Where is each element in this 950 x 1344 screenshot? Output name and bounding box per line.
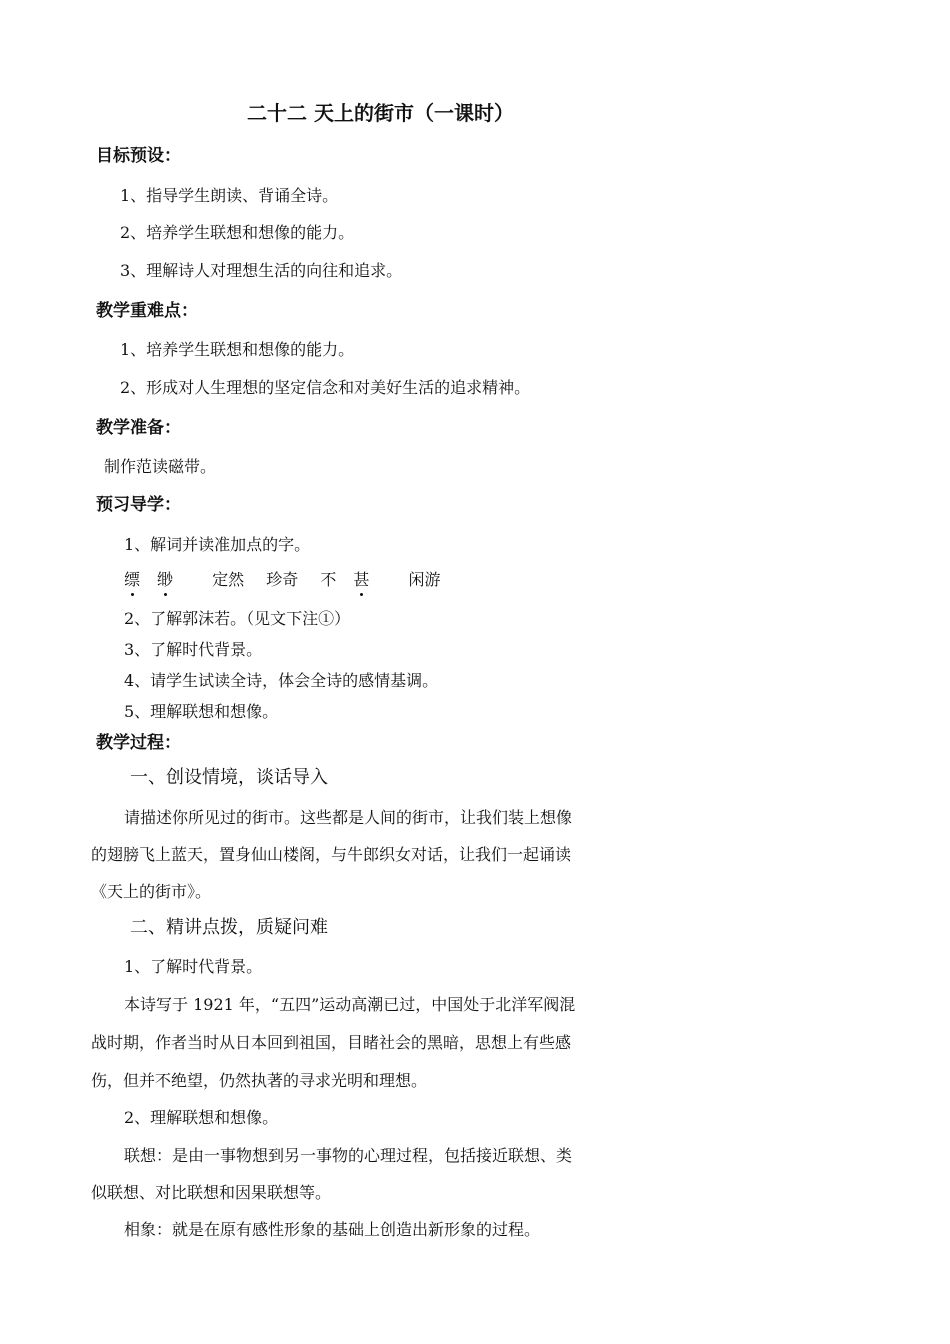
key-point-item: 2、形成对人生理想的坚定信念和对美好生活的追求精神。 [120,378,531,397]
vocab-list [124,570,457,590]
preview-item: 4、请学生试读全诗，体会全诗的感情基调。 [124,671,439,690]
preview-item: 1、解词并读准加点的字。 [124,535,311,554]
preparation-text: 制作范读磁带。 [104,457,217,476]
vocab-word [320,570,386,590]
vocab-word [124,570,190,590]
section-item: 1、了解时代背景。 [124,957,263,976]
dotted-char: 缈 [157,570,174,589]
goal-item: 3、理解诗人对理想生活的向往和追求。 [120,261,403,280]
preview-heading: 预习导学： [96,495,181,515]
paragraph-line: 联想：是由一事物想到另一事物的心理过程，包括接近联想、类 [124,1146,573,1165]
vocab-word: 珍奇 [266,570,299,589]
dotted-char: 缥 [124,570,141,589]
vocab-word: 定然 [212,570,245,589]
paragraph-line: 战时期，作者当时从日本回到祖国，目睹社会的黑暗，思想上有些感 [91,1033,572,1052]
vocab-word: 闲游 [408,570,441,589]
paragraph-line: 伤，但并不绝望，仍然执著的寻求光明和理想。 [91,1071,428,1090]
paragraph-line: 似联想、对比联想和因果联想等。 [91,1183,332,1202]
goal-item: 1、指导学生朗读、背诵全诗。 [120,186,339,205]
preview-item: 2、了解郭沫若。（见文下注①） [124,609,351,628]
preparation-heading: 教学准备： [96,418,181,438]
paragraph-line: 相象：就是在原有感性形象的基础上创造出新形象的过程。 [124,1220,541,1239]
preview-item: 3、了解时代背景。 [124,640,263,659]
paragraph-line: 本诗写于 1921 年，“五四”运动高潮已过，中国处于北洋军阀混 [124,995,576,1014]
preview-item: 5、理解联想和想像。 [124,702,279,721]
key-point-item: 1、培养学生联想和想像的能力。 [120,340,355,359]
goals-heading: 目标预设： [96,146,181,166]
section-title: 二、精讲点拨，质疑问难 [130,917,328,938]
plain-char: 不 [320,570,337,589]
paragraph-line: 的翅膀飞上蓝天，置身仙山楼阁，与牛郎织女对话，让我们一起诵读 [91,845,572,864]
process-heading: 教学过程： [96,733,181,753]
paragraph-line: 请描述你所见过的街市。这些都是人间的街市，让我们装上想像 [124,808,573,827]
paragraph-line: 《天上的街市》。 [91,882,212,901]
goal-item: 2、培养学生联想和想像的能力。 [120,223,355,242]
document-title: 二十二 天上的街市（一课时） [247,101,514,125]
key-points-heading: 教学重难点： [96,301,198,321]
dotted-char: 甚 [353,570,370,589]
section-item: 2、理解联想和想像。 [124,1108,279,1127]
section-title: 一、创设情境，谈话导入 [130,767,328,788]
